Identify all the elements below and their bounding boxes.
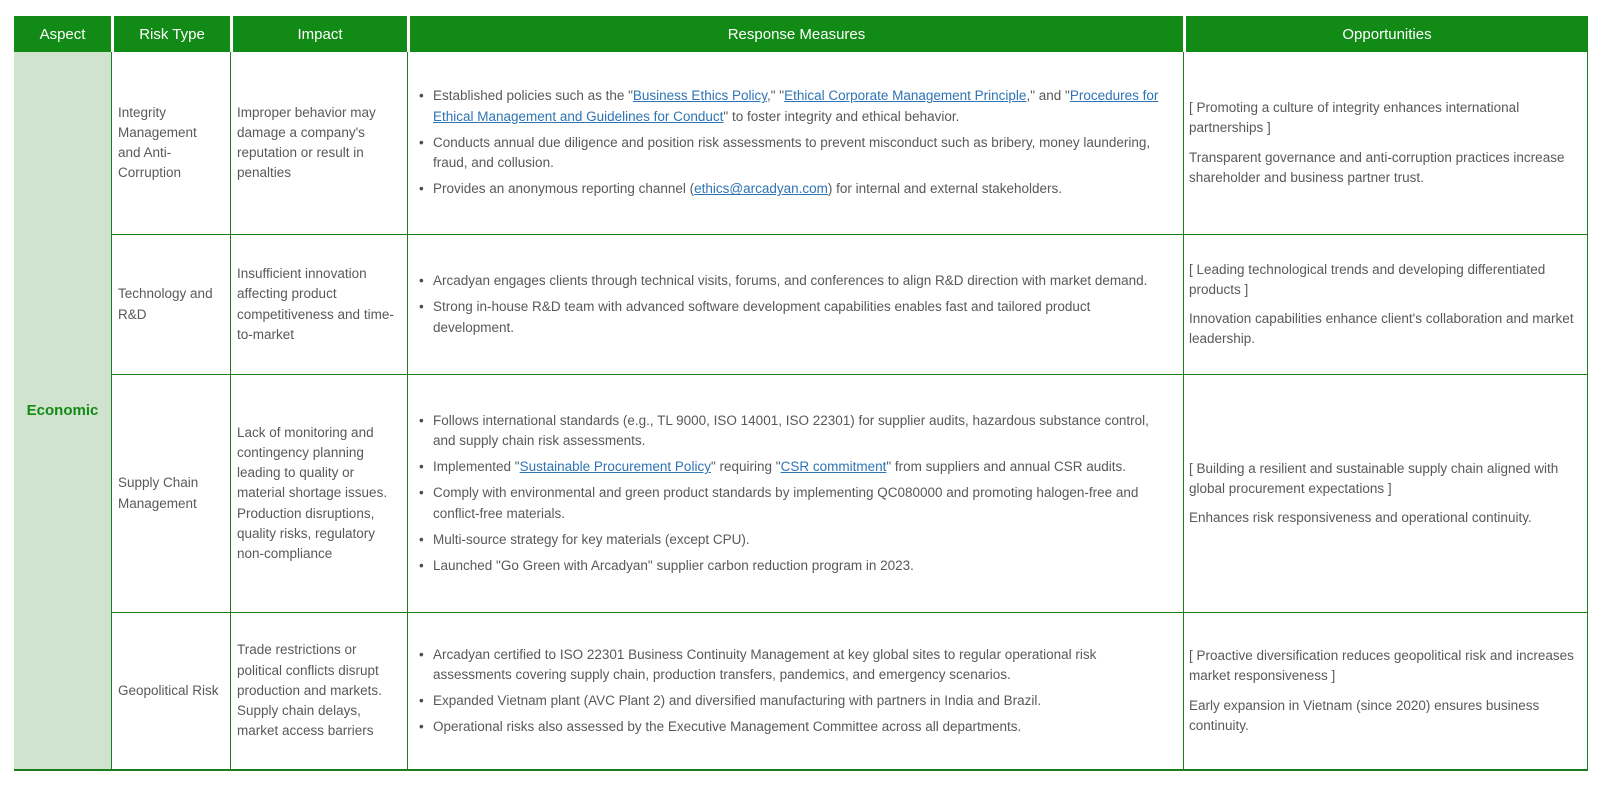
impact-text: Improper behavior may damage a company's reputation or result in penalties [237,104,376,181]
column-header-aspect: Aspect [14,16,111,52]
column-header-opportunities: Opportunities [1183,16,1588,52]
risk-type-label: Technology and R&D [118,286,213,322]
impact-text: Lack of monitoring and contingency planning leading to quality or material shortage issues. Production disruptions, quality risks, regulatory non-compliance [237,424,388,562]
opportunities-cell [1183,375,1588,613]
risk-type-label: Geopolitical Risk [118,682,219,698]
response-measure-item: • Conducts annual due diligence and position risk assessments to prevent misconduct such as bribery, money laundering, fraud, and collusion. [416,133,1161,174]
opportunity-text: Early expansion in Vietnam (since 2020) ensures business continuity. [1189,697,1540,733]
hyperlink[interactable]: Sustainable Procurement Policy [519,459,711,475]
column-header-response-measures: Response Measures [407,16,1183,52]
impact-text: Trade restrictions or political conflicts disrupt production and markets. Supply chain delays, market access barriers [237,642,382,739]
impact-cell [230,375,407,613]
impact-cell [230,235,407,375]
response-measures-cell [407,235,1183,375]
response-measures-cell [407,375,1183,613]
risk-type-cell [111,375,230,613]
hyperlink[interactable]: Ethical Corporate Management Principle [784,88,1027,104]
opportunity-title: [ Building a resilient and sustainable supply chain aligned with global procurement expectations ] [1189,460,1559,496]
hyperlink[interactable]: ethics@arcadyan.com [694,181,828,197]
column-header-impact: Impact [230,16,407,52]
opportunity-title: [ Promoting a culture of integrity enhances international partnerships ] [1189,100,1520,136]
opportunity-text: Innovation capabilities enhance client's collaboration and market leadership. [1189,311,1574,347]
response-measures-list [416,271,1161,338]
impact-cell [230,613,407,769]
response-measures-cell [407,52,1183,235]
hyperlink[interactable]: Procedures for Ethical Management and Guidelines for Conduct [433,88,1159,124]
response-measures-list [416,86,1161,199]
response-measures-list [416,411,1161,577]
response-measure-item: • Arcadyan engages clients through technical visits, forums, and conferences to align R&D direction with market demand. [416,271,1161,291]
opportunities-cell [1183,235,1588,375]
column-header-risk-type: Risk Type [111,16,230,52]
impact-text: Insufficient innovation affecting product competitiveness and time-to-market [237,266,394,342]
hyperlink[interactable]: Business Ethics Policy [632,88,767,104]
opportunity-text: Enhances risk responsiveness and operational continuity. [1189,510,1532,526]
response-measure-item: • Strong in-house R&D team with advanced software development capabilities enables fast and tailored product development. [416,297,1161,338]
aspect-label: Economic [26,402,99,419]
response-measure-item: • Provides an anonymous reporting channel (ethics@arcadyan.com) for internal and external stakeholders. [416,179,1161,199]
opportunities-cell [1183,613,1588,769]
response-measure-item: • Multi-source strategy for key materials (except CPU). [416,530,1161,550]
opportunities-cell [1183,52,1588,235]
opportunity-title: [ Proactive diversification reduces geopolitical risk and increases market responsiveness ] [1189,648,1574,684]
risk-type-cell [111,52,230,235]
risk-type-label: Supply Chain Management [118,475,199,511]
opportunity-title: [ Leading technological trends and developing differentiated products ] [1189,261,1546,297]
response-measure-item: • Implemented "Sustainable Procurement Policy" requiring "CSR commitment" from suppliers and annual CSR audits. [416,457,1161,477]
hyperlink[interactable]: CSR commitment [780,459,887,475]
opportunity-text: Transparent governance and anti-corruption practices increase shareholder and business partner trust. [1189,149,1565,185]
response-measure-item: • Established policies such as the "Business Ethics Policy," "Ethical Corporate Management Principle," and "Procedures for Ethical Management and Guidelines for Conduct" to foster integrity and ethical behavior. [416,86,1161,127]
response-measure-item: • Launched "Go Green with Arcadyan" supplier carbon reduction program in 2023. [416,556,1161,576]
response-measures-list [416,645,1161,738]
response-measure-item: • Expanded Vietnam plant (AVC Plant 2) and diversified manufacturing with partners in India and Brazil. [416,691,1161,711]
economic-risk-table [14,16,1588,771]
response-measure-item: • Comply with environmental and green product standards by implementing QC080000 and promoting halogen-free and conflict-free materials. [416,483,1161,524]
risk-type-label: Integrity Management and Anti-Corruption [118,104,197,181]
risk-type-cell [111,235,230,375]
aspect-cell [14,52,111,769]
response-measures-cell [407,613,1183,769]
response-measure-item: • Arcadyan certified to ISO 22301 Business Continuity Management at key global sites to regular operational risk assessments covering supply chain, production transfers, pandemics, and emergency scenarios. [416,645,1161,686]
response-measure-item: • Operational risks also assessed by the Executive Management Committee across all departments. [416,717,1161,737]
risk-type-cell [111,613,230,769]
response-measure-item: • Follows international standards (e.g., TL 9000, ISO 14001, ISO 22301) for supplier audits, hazardous substance control, and supply chain risk assessments. [416,411,1161,452]
impact-cell [230,52,407,235]
